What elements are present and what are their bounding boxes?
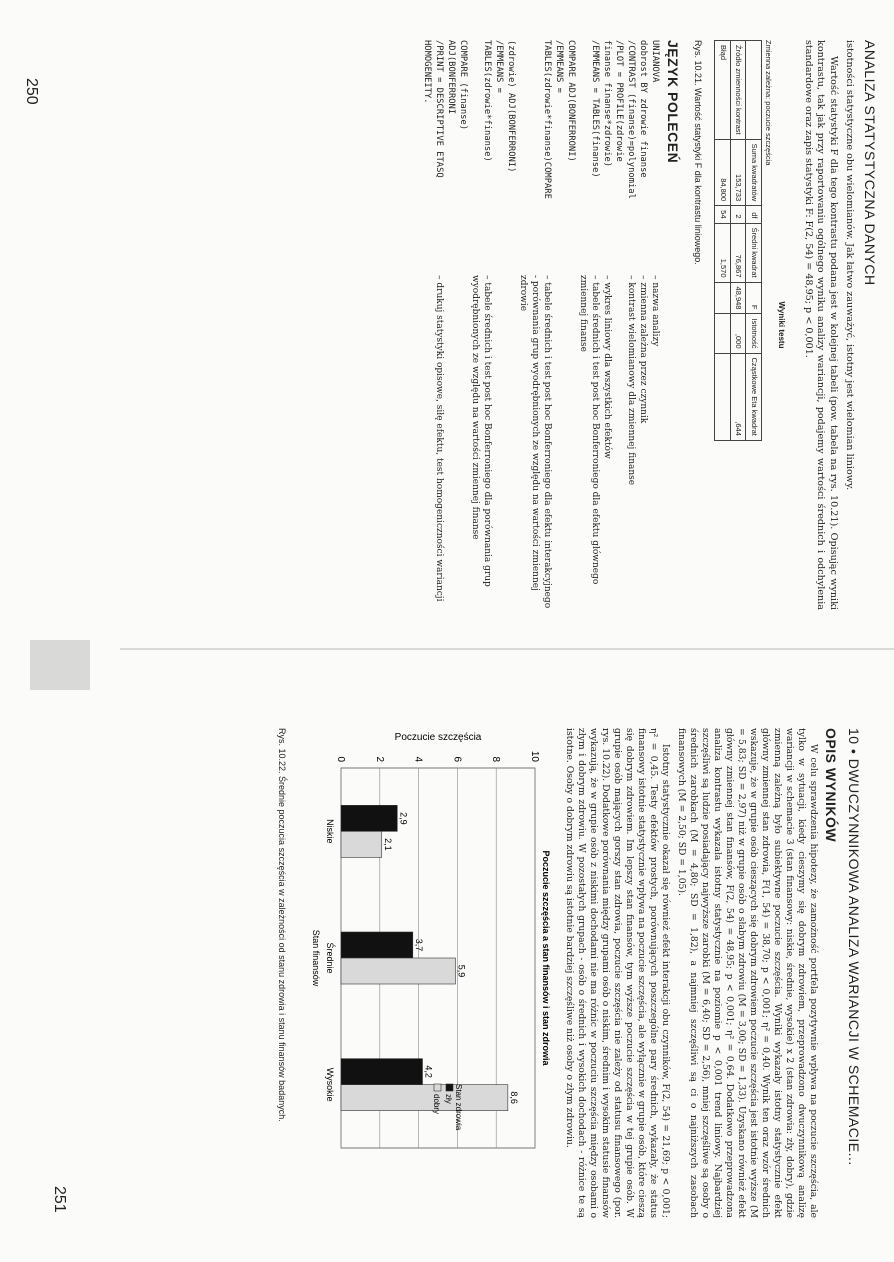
- table-cell: Błąd: [715, 41, 731, 140]
- command-description: – drukuj statystyki opisowe, siłę efektu, test homogeniczności wariancji: [433, 275, 444, 602]
- stats-table: [714, 40, 762, 441]
- command-description: – nazwa analizy: [649, 275, 660, 347]
- command-description: – tabele średnich i test post hoc Bonferroniego dla efektu interakcyjnego - porównania grup wyodrębnionych ze względu na wartości zmiennej zdrowie: [517, 275, 552, 609]
- x-tick-label: Niskie: [324, 819, 335, 844]
- command-row: [517, 40, 553, 610]
- command-description-text: kontrast wielomianowy dla zmiennej finanse: [625, 282, 636, 486]
- y-tick-label: 8: [490, 756, 502, 762]
- command-description: [457, 275, 469, 610]
- bar-dobry: [341, 958, 455, 984]
- table-cell: [715, 282, 731, 314]
- command-row: [565, 40, 577, 610]
- data-label: 2,9: [398, 812, 409, 825]
- y-tick-label: 10: [528, 750, 540, 762]
- table-cell: 76,867: [730, 223, 746, 282]
- x-axis-label: Stan finansów: [310, 929, 321, 987]
- figure-caption-10-22: Rys. 10.22. Średnie poczucia szczęścia w zależności od stanu zdrowia i stanu finansów badanych.: [277, 728, 288, 1122]
- table-header-row: [746, 41, 762, 441]
- legend-swatch: [446, 1084, 453, 1091]
- section-title-commands: JĘZYK POLECEŃ: [665, 40, 682, 164]
- table-header: df: [746, 206, 762, 223]
- chart-title: Poczucie szczęścia a stan finansów i stan zdrowia: [540, 850, 551, 1066]
- command-row: [625, 40, 637, 610]
- command-row: [649, 40, 661, 610]
- command-row: [505, 40, 517, 610]
- x-tick-label: Wysokie: [324, 1067, 335, 1102]
- command-description: [613, 275, 625, 610]
- scan-noise: [120, 648, 894, 650]
- legend-entry: dobry: [431, 1094, 441, 1115]
- command-description-text: wykres liniowy dla wszystkich efektów: [601, 282, 612, 459]
- paragraph: W celu sprawdzenia hipotezy, że zamożność portfela pozytywnie wpływa na poczucie szczęścia, ale tylko w sytuacji, kiedy cieszymy się dobrym zdrowiem, przeprowadzono dwuczynnikową analizę wariancji w schemacie 3 (stan finansowy: niskie, średnie, wysokie) x 2 (stan zdrowia: zły, dobry), gdzie zmienną zależną było subiektywne poczucie szczęścia. Wyniki wykazały istotny statystycznie efekt główny zmiennej stan zdrowia, F(1, 54) = 38,70; p < 0,001; η² = 0,40. Wynik ten oraz wzór średnich wskazuje, że w grupie osób cieszących się dobrym zdrowiem poczucie szczęścia jest istotnie wyższe (M = 5,83; SD = 2,97) niż w grupie osób o słabym zdrowiu (M = 3,00; SD = 1,33). Uzyskano również efekt główny zmiennej stan finansów, F(2, 54) = 48,95; p < 0,001; η² = 0,64. Dodatkowo przeprowadzona analiza kontrastu wykazała istotny statystycznie na poziomie p < 0,001 trend liniowy. Najbardziej szczęśliwi są ludzie posiadający najwyższe zarobki (M = 6,40; SD = 2,56), mniej szczęśliwe są osoby o średnich zarobkach (M = 4,80; SD = 1,82), a najmniej szczęśliwi są ci o najniższych zasobach finansowych (M = 2,50; SD = 1,05).: [675, 728, 819, 1218]
- table-header: Średni kwadrat: [746, 223, 762, 282]
- command-code: /EMMEANS =: [553, 40, 564, 93]
- command-description-text: nazwa analizy: [649, 282, 660, 347]
- bar-dobry: [341, 831, 382, 857]
- command-description: [505, 275, 517, 610]
- intro-text: istotności statystyczne obu wielomianów. Jak łatwo zauważyć, istotny jest wielomian liniowy.: [844, 40, 856, 491]
- table-cell: 84,800: [715, 139, 731, 206]
- x-tick-label: Średnie: [324, 942, 335, 974]
- command-row: [457, 40, 469, 610]
- paragraph: Wartość statystyki F dla tego kontrastu podana jest w kolejnej tabeli (pow. tabela na rys. 10.21). Opisując wyniki kontrastu, tak jak przy raportowaniu ogólnego wyniku analizy wariancji, podajemy wartości średnich i odchylenia standardowe oraz zapis statystyki F: F(2, 54) = 48,95; p < 0,001.: [802, 40, 839, 610]
- figure-caption-10-21: Rys. 10.21. Wartość statystyki F dla kontrastu liniowego.: [693, 40, 704, 265]
- running-head-left: ANALIZA STATYSTYCZNA DANYCH: [862, 40, 878, 286]
- table-cell: 2: [730, 206, 746, 223]
- command-row: [469, 40, 493, 610]
- command-description: – kontrast wielomianowy dla zmiennej finanse: [625, 275, 636, 486]
- table-cell: ,000: [730, 314, 746, 353]
- command-code: TABLES(zdrowie*finanse)COMPARE: [541, 40, 552, 199]
- table-header: F: [746, 282, 762, 314]
- table-cell: Źródło zmienności kontrast: [730, 41, 746, 140]
- bar-zły: [341, 805, 397, 831]
- command-code: /PRINT = DESCRIPTIVE ETASQ: [433, 40, 444, 178]
- command-code: /EMMEANS = TABLES(finanse): [589, 40, 600, 178]
- bar-chart: [295, 728, 555, 1208]
- table-cell: 54: [715, 206, 731, 223]
- command-code: COMPARE ADJ(BONFERRONI): [565, 40, 576, 162]
- table-cell: [715, 353, 731, 440]
- table-header: Cząstkowe Eta kwadrat: [746, 353, 762, 440]
- command-row: [613, 40, 625, 610]
- command-list: [421, 40, 661, 610]
- command-description: [493, 275, 505, 610]
- command-row: [433, 40, 445, 610]
- table-header: [746, 41, 762, 140]
- command-code: /EMMEANS =: [493, 40, 504, 93]
- command-description-text: tabele średnich i test post hoc Bonferroniego dla porównania grup wyodrębnionych ze względu na wartości zmiennej finanse: [469, 275, 492, 587]
- right-page: [100, 728, 860, 1218]
- command-code: finanse finanse*zdrowie): [601, 40, 612, 168]
- command-description: – wykres liniowy dla wszystkich efektów: [601, 275, 612, 459]
- data-label: 2,1: [382, 838, 393, 851]
- command-code: (zdrowie) ADJ(BONFERRONI): [505, 40, 516, 173]
- command-description: [553, 275, 565, 610]
- command-description: – zmienna zależna przez czynnik: [637, 275, 648, 424]
- command-code: /PLOT = PROFILE(zdrowie: [613, 40, 624, 162]
- command-code: dobrost BY zdrowie finanse: [637, 40, 648, 178]
- command-description-text: zmienna zależna przez czynnik: [637, 282, 648, 424]
- command-row: [493, 40, 505, 610]
- scan-noise: [30, 640, 90, 690]
- command-code: /CONTRAST (finanse)=polynomial: [625, 40, 636, 199]
- legend-swatch: [434, 1084, 441, 1091]
- table-header: Suma kwadratów: [746, 139, 762, 206]
- y-axis-label: Poczucie szczęścia: [394, 732, 482, 743]
- command-row: [445, 40, 457, 610]
- table-cell: 153,733: [730, 139, 746, 206]
- command-description: – tabele średnich i test post hoc Bonferroniego dla porównania grup wyodrębnionych ze względu na wartości zmiennej finanse: [469, 275, 492, 587]
- table-dependent-variable: Zmienna zależna: poczucie szczęścia: [764, 40, 774, 166]
- legend-title: Stan zdrowia: [453, 1084, 463, 1131]
- command-code: TABLES(zdrowie*finanse): [481, 40, 492, 162]
- table-cell: 48,948: [730, 282, 746, 314]
- right-page-number: 251: [51, 1186, 68, 1213]
- stats-table-block: [714, 40, 787, 610]
- command-code: UNIANOVA: [649, 40, 660, 83]
- table-row: [715, 41, 731, 441]
- y-tick-label: 4: [412, 756, 424, 762]
- bar-dobry: [341, 1085, 508, 1111]
- command-description-text: tabele średnich i test post hoc Bonferroniego dla efektu głównego zmiennej finanse: [577, 275, 600, 585]
- table-title: Wyniki testu: [777, 301, 787, 349]
- legend-entry: zły: [443, 1094, 453, 1104]
- command-description-text: tabele średnich i test post hoc Bonferroniego dla efektu interakcyjnego - porównania grup wyodrębnionych ze względu na wartości zmiennej zdrowie: [517, 275, 552, 609]
- left-page: [186, 40, 876, 610]
- table-cell: ,644: [730, 353, 746, 440]
- paragraph: Istotny statystycznie okazał się również efekt interakcji obu czynników, F(2, 54) = 21,69; p < 0,001; η² = 0,45. Testy efektów prostych, porównujących poszczególne pary średnich, wykazały, że status finansowy istotnie statystycznie wpływa na poczucie szczęścia, ale wyłącznie w grupie osób, które cieszą się dobrym zdrowiem. Im lepszy stan finansów, tym wyższe poczucie szczęścia w tej grupie osób. W grupie osób mających gorszy stan zdrowia, poczucie szczęścia nie zależy od statusu finansowego (por. rys. 10.22). Dodatkowe porównania między grupami osób o niskim, średnim i wysokim statusie finansów wykazują, że w grupie osób z niskimi dochodami nie ma różnic w poczuciu szczęścia między osobami o złym i dobrym zdrowiu. W pozostałych grupach - osób o średnich i wysokich dochodach - różnice te są istotne. Osoby o dobrym zdrowiu są istotnie bardziej szczęśliwe niż osoby o złym zdrowiu.: [563, 728, 671, 1218]
- table-cell: 1,570: [715, 223, 731, 282]
- data-label: 3,7: [413, 938, 424, 952]
- command-row: [421, 40, 433, 610]
- command-description: [445, 275, 457, 610]
- command-row: [577, 40, 601, 610]
- y-tick-label: 0: [334, 756, 346, 762]
- table-row: [730, 41, 746, 441]
- command-row: [637, 40, 649, 610]
- left-page-number: 250: [23, 78, 40, 105]
- data-label: 4,2: [423, 1065, 434, 1078]
- data-label: 8,6: [508, 1091, 519, 1104]
- command-row: [553, 40, 565, 610]
- table-header: Istotność: [746, 314, 762, 353]
- command-code: COMPARE (finanse): [457, 40, 468, 131]
- command-description: [565, 275, 577, 610]
- running-head-right: 10 • DWUCZYNNIKOWA ANALIZA WARIANCJI W SCHEMACIE...: [846, 728, 862, 1166]
- command-description-text: drukuj statystyki opisowe, siłę efektu, test homogeniczności wariancji: [433, 282, 444, 602]
- y-tick-label: 2: [373, 756, 385, 762]
- section-title-results: OPIS WYNIKÓW: [823, 728, 840, 843]
- data-label: 5,9: [456, 964, 467, 978]
- command-code: HOMOGENEITY.: [421, 40, 432, 104]
- bar-zły: [341, 932, 413, 958]
- y-tick-label: 6: [451, 756, 463, 762]
- table-cell: [715, 314, 731, 353]
- command-description: [421, 275, 433, 610]
- command-row: [601, 40, 613, 610]
- command-description: – tabele średnich i test post hoc Bonferroniego dla efektu głównego zmiennej finanse: [577, 275, 600, 585]
- command-code: ADJ(BONFERRONI: [445, 40, 456, 115]
- bar-zły: [341, 1059, 422, 1085]
